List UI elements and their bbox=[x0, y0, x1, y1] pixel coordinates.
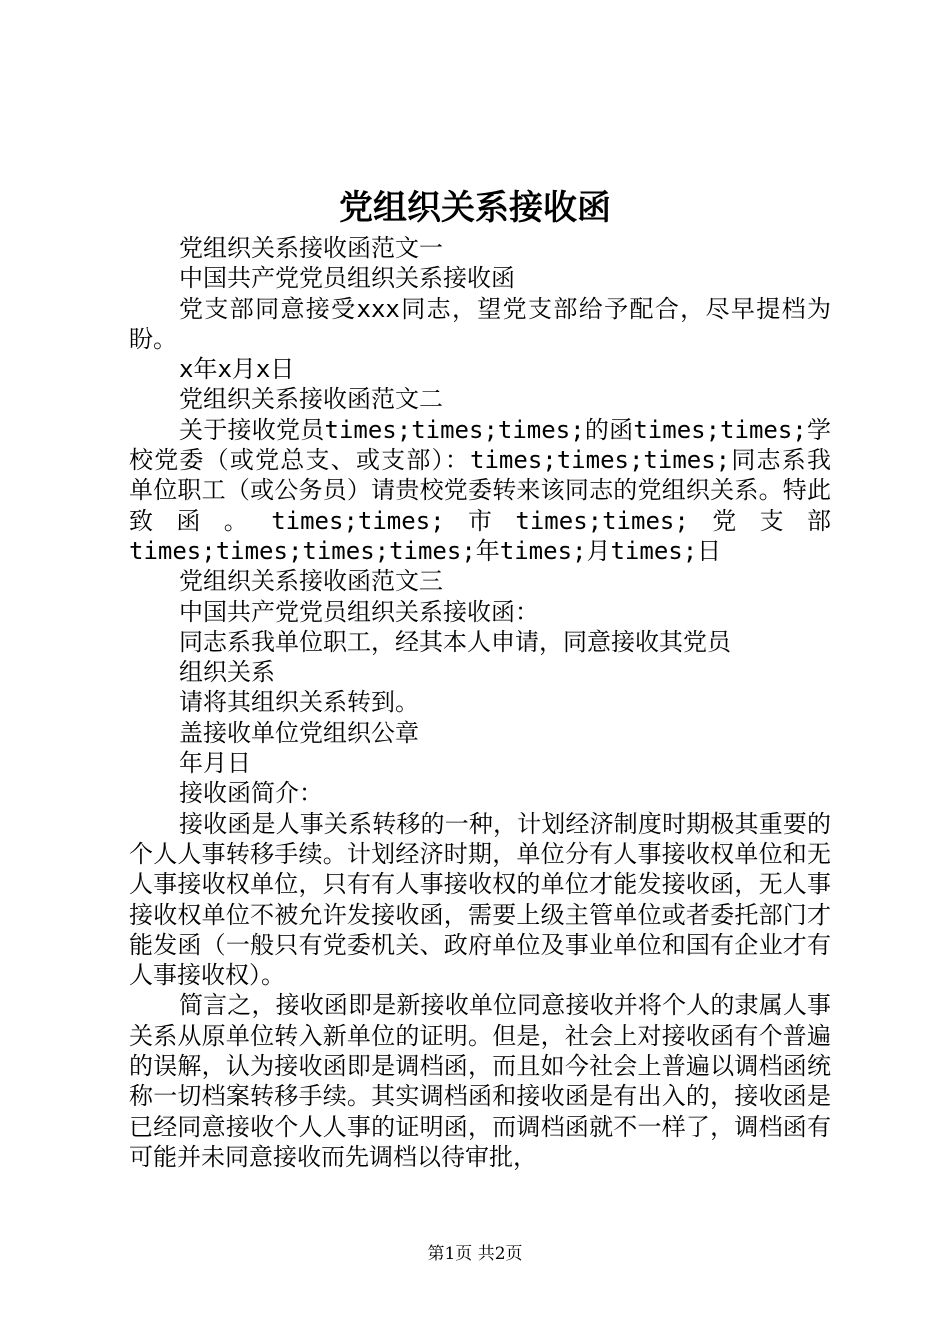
paragraph: 组织关系 bbox=[179, 658, 275, 687]
date-line: 年月日 bbox=[179, 749, 251, 778]
paragraph: 简言之，接收函即是新接收单位同意接收并将个人的隶属人事关系从原单位转入新单位的证明。但是，社会上对接收函有个普遍的误解，认为接收函即是调档函，而且如今社会上普遍以调档函统称一切档案转移手续。其实调档函和接收函是有出入的，接收函是已经同意接收个人人事的证明函，而调档函就不一样了，调档函有可能并未同意接收而先调档以待审批， bbox=[129, 991, 831, 1171]
heading-intro: 接收函简介： bbox=[179, 779, 323, 808]
document-title: 党组织关系接收函 bbox=[339, 188, 611, 228]
heading-sample-three: 党组织关系接收函范文三 bbox=[179, 567, 443, 596]
heading-sample-two: 党组织关系接收函范文二 bbox=[179, 385, 443, 414]
heading-sample-one: 党组织关系接收函范文一 bbox=[179, 234, 443, 262]
date-line: x年x月x日 bbox=[179, 355, 295, 384]
paragraph: 中国共产党党员组织关系接收函 bbox=[179, 264, 515, 293]
paragraph: 同志系我单位职工，经其本人申请，同意接收其党员 bbox=[179, 627, 731, 656]
page-footer: 第1页 共2页 bbox=[427, 1244, 523, 1264]
paragraph: 接收函是人事关系转移的一种，计划经济制度时期极其重要的个人人事转移手续。计划经济时期，单位分有人事接收权单位和无人事接收权单位，只有有人事接收权的单位才能发接收函，无人事接收权单位不被允许发接收函，需要上级主管单位或者委托部门才能发函（一般只有党委机关、政府单位及事业单位和国有企业才有人事接收权）。 bbox=[129, 809, 831, 990]
paragraph: 请将其组织关系转到。 bbox=[179, 688, 419, 717]
document-body bbox=[129, 233, 831, 1172]
paragraph: 党支部同意接受xxx同志，望党支部给予配合，尽早提档为盼。 bbox=[129, 294, 831, 353]
paragraph: 中国共产党党员组织关系接收函： bbox=[179, 597, 539, 626]
paragraph: 关于接收党员times;times;times;的函times;times;学校党委（或党总支、或支部）：times;times;times;同志系我单位职工（或公务员）请贵校党委转来该同志的党组织关系。特此致函。times;times;市times;times;党支部times;times;times;times;年times;月times;日 bbox=[129, 415, 831, 565]
paragraph: 盖接收单位党组织公章 bbox=[179, 718, 419, 747]
